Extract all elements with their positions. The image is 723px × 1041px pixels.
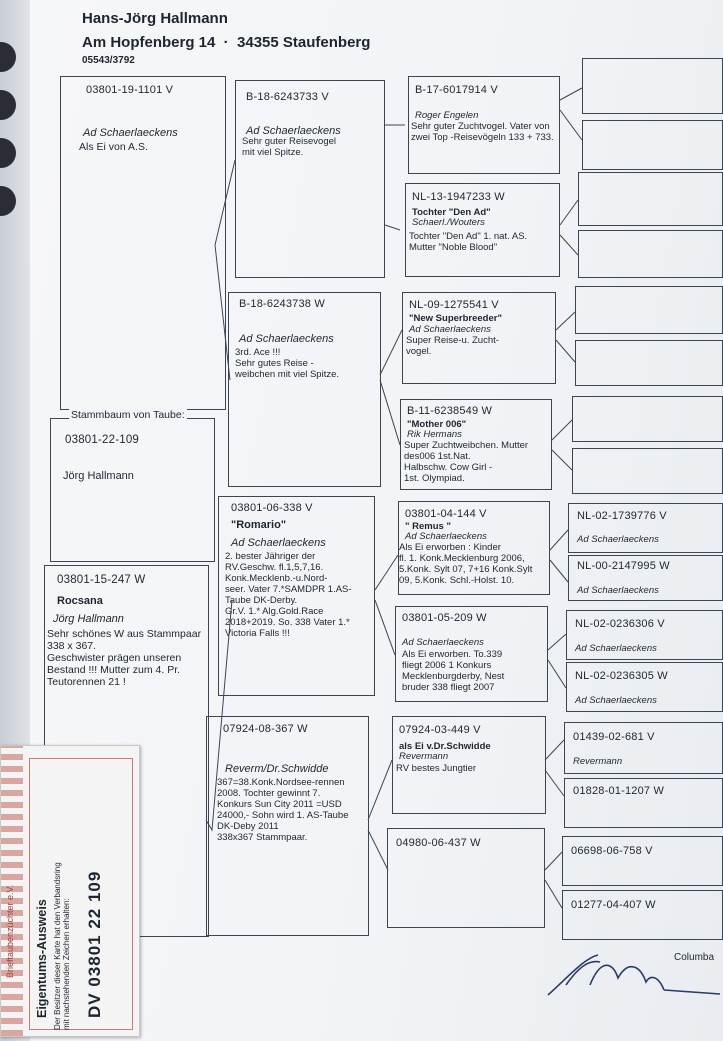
card-number: DV 03801 22 109 [85, 870, 104, 1018]
card-text: Der Besitzer dieser Karte hat den Verbandsring mit nachstehenden Zeichen erhalten: [53, 862, 71, 1030]
g3-name-3: "Mother 006" [407, 419, 467, 430]
g4-ring-0: NL-02-1739776 V [577, 510, 667, 522]
g3-name-2: "New Superbreeder" [409, 313, 502, 324]
mf-note: 2. bester Jähriger der RV.Geschw. fl.1,5,7,16. Konk.Mecklenb.-u.Nord- seer. Vater 7.*SAMDPR 1.AS- Taube DK-Derby. Gr.V. 1.* Alg.Gold.Race 2018+2019. So. 338 Vater 1.* Victoria Falls !!! [225, 551, 352, 639]
g3-name-6: als Ei v.Dr.Schwidde [399, 741, 491, 752]
g4-breeder-3: Ad Schaerlaeckens [575, 695, 657, 706]
g3-note-4: Als Ei erworben : Kinder fl. 1. Konk.Mecklenburg 2006, 5.Konk. Sylt 07, 7+16 Konk.Sylt 09, 5.Konk. Schl.-Holst. 10. [399, 542, 533, 586]
g4-breeder-1: Ad Schaerlaeckens [577, 585, 659, 596]
g3-ring-0: B-17-6017914 V [415, 84, 498, 96]
fm-breeder: Ad Schaerlaeckens [239, 333, 334, 345]
g3-breeder-0: Roger Engelen [415, 110, 479, 121]
mm-note: 367=38.Konk.Nordsee-rennen 2008. Tochter gewinnt 7. Konkurs Sun City 2011 =USD 24000,- Sohn wird 1. AS-Taube DK-Deby 2011 338x367 Stammpaar. [217, 777, 349, 843]
g4-breeder-0: Ad Schaerlaeckens [577, 534, 659, 545]
g3-name-1: Tochter "Den Ad" [412, 207, 491, 218]
g3-note-6: RV bestes Jungtier [396, 763, 477, 774]
g3-note-0: Sehr guter Zuchtvogel. Vater von zwei Top -Reisevögeln 133 + 733. [411, 121, 554, 143]
ff-note: Sehr guter Reisevogel mit viel Spitze. [242, 136, 336, 158]
g3-breeder-3: Rik Hermans [407, 429, 462, 440]
mother-note: Sehr schönes W aus Stammpaar 338 x 367. Geschwister prägen unseren Bestand !!! Mutter zum 4. Pr. Teutorennen 21 ! [47, 628, 202, 688]
g3-breeder-6: Revermann [399, 751, 449, 762]
g3-ring-7: 04980-06-437 W [396, 837, 481, 849]
g3-ring-5: 03801-05-209 W [402, 612, 487, 624]
subject-owner: Jörg Hallmann [63, 470, 134, 482]
g4-ring-7: 01277-04-407 W [571, 899, 656, 911]
breeder-address: Am Hopfenberg 14 · 34355 Staufenberg [82, 34, 371, 51]
g3-ring-4: 03801-04-144 V [405, 508, 487, 520]
father-ring: 03801-19-1101 V [86, 84, 174, 96]
mother-ring: 03801-15-247 W [57, 574, 146, 586]
g3-breeder-4: Ad Schaerlaeckens [405, 531, 487, 542]
g3-note-1: Tochter "Den Ad" 1. nat. AS. Mutter "Noble Blood" [409, 231, 528, 253]
breeder-name: Hans-Jörg Hallmann [82, 10, 228, 27]
g3-ring-2: NL-09-1275541 V [409, 299, 499, 311]
father-note: Als Ei von A.S. [79, 141, 148, 153]
g4-breeder-2: Ad Schaerlaeckens [575, 643, 657, 654]
mother-name: Rocsana [57, 595, 103, 607]
breeder-phone: 05543/3792 [82, 55, 135, 66]
g4-ring-6: 06698-06-758 V [571, 845, 653, 857]
mf-ring: 03801-06-338 V [231, 502, 313, 514]
father-breeder: Ad Schaerlaeckens [83, 127, 178, 139]
stammbaum-label: Stammbaum von Taube: [71, 409, 185, 421]
g3-note-5: Als Ei erworben. To.339 fliegt 2006 1 Konkurs Mecklenburgderby, Nest bruder 338 fliegt 2007 [402, 649, 505, 693]
g4-ring-5: 01828-01-1207 W [573, 785, 665, 797]
g3-breeder-2: Ad Schaerlaeckens [409, 324, 491, 335]
g3-ring-6: 07924-03-449 V [399, 724, 481, 736]
mf-name: "Romario" [231, 519, 287, 531]
g4-ring-4: 01439-02-681 V [573, 731, 655, 743]
g3-ring-3: B-11-6238549 W [407, 405, 493, 417]
g4-ring-2: NL-02-0236306 V [575, 618, 665, 630]
g3-note-3: Super Zuchtweibchen. Mutter des006 1st.Nat. Halbschw. Cow Girl - 1st. Olympiad. [404, 440, 529, 484]
fm-note: 3rd. Ace !!! Sehr gutes Reise - weibchen mit viel Spitze. [235, 347, 340, 380]
card-org: Brieftaubenzüchter e.V. [5, 884, 15, 978]
mm-ring: 07924-08-367 W [223, 723, 308, 735]
fm-ring: B-18-6243738 W [239, 298, 325, 310]
mother-breeder: Jörg Hallmann [53, 613, 124, 625]
ownership-card [0, 745, 140, 1037]
ff-ring: B-18-6243733 V [246, 91, 329, 103]
subject-ring: 03801-22-109 [65, 434, 140, 446]
mf-breeder: Ad Schaerlaeckens [231, 537, 326, 549]
ff-breeder: Ad Schaerlaeckens [246, 125, 341, 137]
g3-note-2: Super Reise-u. Zucht- vogel. [406, 335, 499, 357]
g4-ring-3: NL-02-0236305 W [575, 670, 668, 682]
mm-breeder: Reverm/Dr.Schwidde [225, 763, 329, 775]
g3-breeder-5: Ad Schaerlaeckens [402, 637, 484, 648]
g3-breeder-1: Schaerl./Wouters [412, 217, 485, 228]
card-title: Eigentums-Ausweis [35, 899, 49, 1018]
g4-ring-1: NL-00-2147995 W [577, 560, 670, 572]
g3-name-4: " Remus " [405, 521, 451, 532]
g4-breeder-4: Revermann [573, 756, 623, 767]
columba-label: Columba [674, 952, 715, 963]
g3-ring-1: NL-13-1947233 W [412, 191, 505, 203]
